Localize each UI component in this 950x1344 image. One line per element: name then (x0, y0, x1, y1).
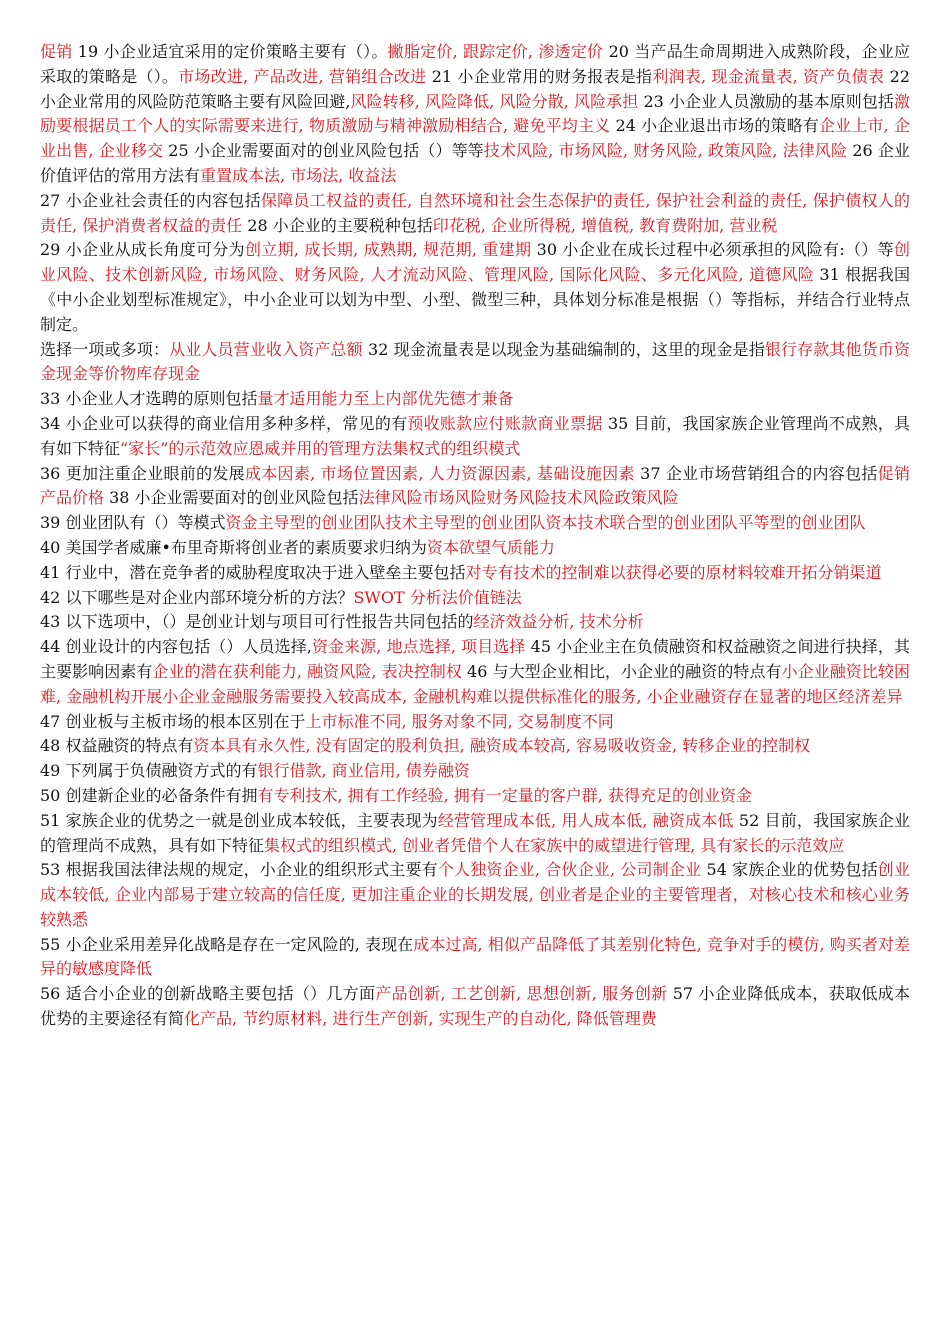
answer-text: 预收账款应付账款商业票据 (407, 413, 603, 433)
answer-text: 印花税, 企业所得税, 增值税, 教育费附加, 营业税 (432, 215, 778, 235)
question-text: 33 小企业人才选聘的原则包括 (40, 389, 258, 409)
answer-text: 重置成本法, 市场法, 收益法 (200, 165, 397, 185)
answer-text: 化产品, 节约原材料, 进行生产创新, 实现生产的自动化, 降低管理费 (184, 1009, 657, 1029)
question-text: 35 目前，我国家族企业管理尚不成熟，具有如下特征 (40, 413, 910, 458)
question-paragraph (40, 40, 910, 189)
question-text: 32 现金流量表是以现金为基础编制的，这里的现金是指 (362, 339, 765, 359)
question-text: 28 小企业的主要税种包括 (242, 215, 433, 235)
answer-text: 风险转移, 风险降低, 风险分散, 风险承担 (350, 91, 639, 111)
answer-text: 创业风险、技术创新风险, 市场风险、财务风险, 人才流动风险、管理风险, 国际化风险、多元化风险, 道德风险 (40, 240, 910, 285)
answer-text: 资本欲望气质能力 (426, 537, 555, 557)
answer-text: 从业人员营业收入资产总额 (169, 339, 363, 359)
question-paragraph (40, 462, 910, 512)
question-paragraph (40, 710, 910, 735)
answer-text: 资金来源, 地点选择, 项目选择 (311, 637, 526, 657)
answer-text: 利润表, 现金流量表, 资产负债表 (652, 66, 885, 86)
question-text: 27 小企业社会责任的内容包括 (40, 190, 261, 210)
question-text: 44 创业设计的内容包括（）人员选择, (40, 637, 312, 657)
question-paragraph (40, 933, 910, 983)
question-paragraph (40, 412, 910, 462)
answer-text: 银行存款其他货币资金现金等价物库存现金 (40, 339, 910, 384)
answer-text: 市场改进, 产品改进, 营销组合改进 (178, 66, 427, 86)
question-paragraph (40, 561, 910, 586)
question-text: 43 以下选项中，（）是创业计划与项目可行性报告共同包括的 (40, 612, 474, 632)
question-text: 41 行业中，潜在竞争者的威胁程度取决于进入壁垒主要包括 (40, 562, 466, 582)
answer-text: 保障员工权益的责任, 自然环境和社会生态保护的责任, 保护社会利益的责任, 保护债权人的责任, 保护消费者权益的责任 (40, 190, 910, 235)
question-text: 37 企业市场营销组合的内容包括 (634, 463, 878, 483)
answer-text: 创业成本较低, 企业内部易于建立较高的信任度, 更加注重企业的长期发展, 创业者是企业的主要管理者，对核心技术和核心业务较熟悉 (40, 860, 910, 929)
question-paragraph (40, 511, 910, 536)
question-text: 53 根据我国法律法规的规定，小企业的组织形式主要有 (40, 860, 438, 880)
answer-text: 激励要根据员工个人的实际需要来进行, 物质激励与精神激励相结合, 避免平均主义 (40, 91, 910, 136)
question-paragraph (40, 982, 910, 1032)
answer-text: 资本具有永久性, 没有固定的股利负担, 融资成本较高, 容易吸收资金, 转移企业的控制权 (193, 736, 811, 756)
question-paragraph (40, 387, 910, 412)
question-text: 21 小企业常用的财务报表是指 (426, 66, 653, 86)
question-text: 36 更加注重企业眼前的发展 (40, 463, 245, 483)
question-text: 51 家族企业的优势之一就是创业成本较低，主要表现为 (40, 810, 438, 830)
answer-text: 企业上市, 企业出售, 企业移交 (40, 116, 910, 161)
answer-text: 个人独资企业, 合伙企业, 公司制企业 (437, 860, 702, 880)
question-paragraph (40, 635, 910, 709)
question-text: 24 小企业退出市场的策略有 (610, 116, 819, 136)
answer-text: 经济效益分析, 技术分析 (473, 612, 644, 632)
answer-text: 促销 (40, 42, 73, 61)
question-paragraph (40, 238, 910, 337)
answer-text: 上市标准不同, 服务对象不同, 交易制度不同 (305, 711, 614, 731)
question-text: 50 创建新企业的必备条件有拥 (40, 785, 258, 805)
question-text: 47 创业板与主板市场的根本区别在于 (40, 711, 306, 731)
question-text: 26 企业价值评估的常用方法有 (40, 141, 910, 185)
answer-text: 集权式的组织模式, 创业者凭借个人在家族中的威望进行管理, 具有家长的示范效应 (264, 835, 845, 855)
question-text: 55 小企业采用差异化战略是存在一定风险的, 表现在 (40, 934, 414, 954)
question-text: 57 小企业降低成本，获取低成本优势的主要途径有简 (40, 984, 910, 1029)
answer-text: “家长”的示范效应恩威并用的管理方法集权式的组织模式 (120, 438, 521, 458)
question-paragraph (40, 536, 910, 561)
question-text: 20 当产品生命周期进入成熟阶段，企业应采取的策略是（）。 (40, 42, 910, 86)
answer-text: 小企业融资比较困难, 金融机构开展小企业金融服务需要投入较高成本, 金融机构难以提供标准化的服务, 小企业融资存在显著的地区经济差异 (40, 661, 910, 706)
answer-text: 有专利技术, 拥有工作经验, 拥有一定量的客户群, 获得充足的创业资金 (257, 785, 752, 805)
question-paragraph (40, 189, 910, 239)
answer-text: 技术风险, 市场风险, 财务风险, 政策风险, 法律风险 (483, 141, 848, 161)
answer-text: 量才适用能力至上内部优先德才兼备 (257, 389, 514, 409)
answer-text: 成本因素, 市场位置因素, 人力资源因素, 基础设施因素 (244, 463, 635, 483)
question-text: 56 适合小企业的创新战略主要包括（）几方面 (40, 984, 376, 1004)
question-text: 52 目前，我国家族企业的管理尚不成熟，具有如下特征 (40, 810, 910, 855)
question-text: 34 小企业可以获得的商业信用多种多样，常见的有 (40, 413, 408, 433)
question-paragraph (40, 586, 910, 611)
answer-text: 促销产品价格 (40, 463, 910, 508)
question-text: 22 小企业常用的风险防范策略主要有风险回避, (40, 66, 910, 111)
question-text: 25 小企业需要面对的创业风险包括（）等等 (163, 141, 484, 161)
question-paragraph (40, 809, 910, 859)
question-text: 48 权益融资的特点有 (40, 736, 194, 756)
question-text: 29 小企业从成长角度可分为 (40, 240, 245, 260)
answer-text: 创立期, 成长期, 成熟期, 规范期, 重建期 (244, 240, 532, 260)
question-text: 39 创业团队有（）等模式 (40, 513, 226, 533)
question-text: 40 美国学者威廉•布里奇斯将创业者的素质要求归纳为 (40, 537, 427, 557)
answer-text: 企业的潜在获利能力, 融资风险, 表决控制权 (152, 661, 462, 681)
question-paragraph (40, 858, 910, 932)
question-text: 49 下列属于负债融资方式的有 (40, 761, 258, 781)
question-paragraph (40, 338, 910, 388)
question-text: 19 小企业适宜采用的定价策略主要有（）。 (72, 42, 388, 61)
question-text: 38 小企业需要面对的创业风险包括 (104, 488, 359, 508)
question-paragraph (40, 734, 910, 759)
answer-text: 资金主导型的创业团队技术主导型的创业团队资本技术联合型的创业团队平等型的创业团队 (225, 513, 866, 533)
answer-text: 撇脂定价, 跟踪定价, 渗透定价 (387, 42, 604, 61)
answer-text: 成本过高, 相似产品降低了其差别化特色, 竞争对手的模仿, 购买者对差异的敏感度降低 (40, 934, 910, 979)
question-text: 选择一项或多项： (40, 339, 170, 359)
answer-text: 对专有技术的控制难以获得必要的原材料较难开拓分销渠道 (465, 562, 882, 582)
answer-text: 产品创新, 工艺创新, 思想创新, 服务创新 (375, 984, 668, 1004)
question-text: 31 根据我国《中小企业划型标准规定》，中小企业可以划为中型、小型、微型三种，具体划分标准是根据（）等指标，并结合行业特点制定。 (40, 265, 910, 334)
question-text: 42 以下哪些是对企业内部环境分析的方法？ (40, 587, 354, 607)
question-text: 45 小企业主在负债融资和权益融资之间进行抉择，其主要影响因素有 (40, 637, 910, 681)
question-text: 54 家族企业的优势包括 (701, 860, 878, 880)
answer-text: 法律风险市场风险财务风险技术风险政策风险 (358, 488, 679, 508)
question-text: 30 小企业在成长过程中必须承担的风险有:（）等 (531, 240, 894, 260)
answer-text: 经营管理成本低, 用人成本低, 融资成本低 (437, 810, 734, 830)
question-text: 46 与大型企业相比，小企业的融资的特点有 (461, 661, 782, 681)
question-paragraph (40, 610, 910, 635)
answer-text: 银行借款, 商业信用, 债券融资 (257, 761, 470, 781)
answer-text: SWOT 分析法价值链法 (353, 587, 522, 607)
question-paragraph (40, 759, 910, 784)
question-paragraph (40, 784, 910, 809)
question-text: 23 小企业人员激励的基本原则包括 (638, 91, 894, 111)
